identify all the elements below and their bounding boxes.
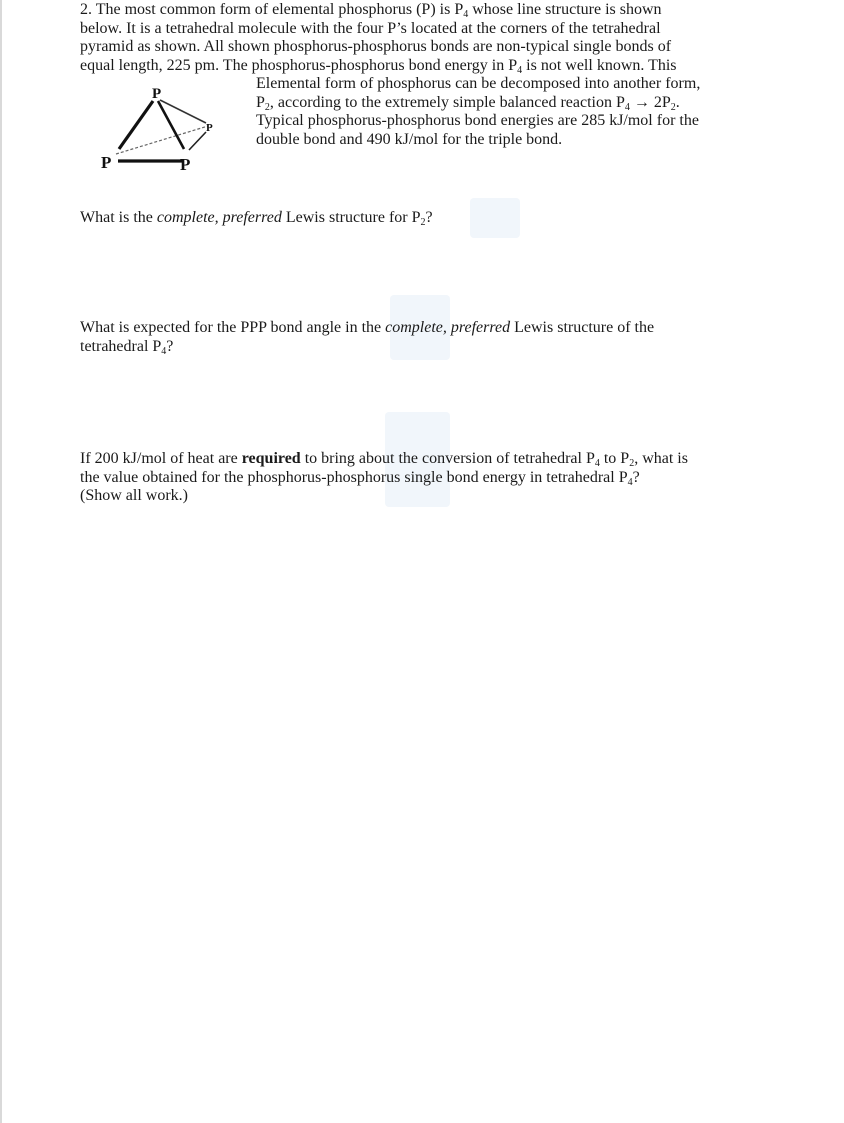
question-number: 2. (80, 1, 92, 18)
question-bond-angle-line-1: What is expected for the PPP bond angle in the complete, preferred Lewis structure of the (80, 319, 655, 336)
atom-left-label: P (101, 153, 112, 172)
intro-line-7: Typical phosphorus-phosphorus bond energies are 285 kJ/mol for the (256, 112, 699, 129)
question-lewis-p2: What is the complete, preferred Lewis structure for $P_2$? (80, 209, 433, 228)
intro-line-1: 2. The most common form of elemental phosphorus (P) is $P_4$ whose line structure is shown (80, 1, 662, 20)
question-bond-energy-line-3: (Show all work.) (80, 487, 188, 504)
scan-edge (0, 0, 2, 1123)
scan-smudge (470, 198, 520, 238)
bond-front-back (189, 132, 206, 150)
bond-top-left (119, 101, 153, 149)
intro-line-3: pyramid as shown. All shown phosphorus-phosphorus bonds are non-typical single bonds of (80, 38, 672, 55)
p4-tetrahedron-diagram (96, 82, 226, 178)
bond-top-front (158, 101, 184, 149)
atom-front-label: P (180, 155, 191, 174)
bond-left-back (116, 126, 208, 154)
intro-line-6: $P_2$, according to the extremely simple balanced reaction $P_4 \to 2P_2$. (256, 93, 680, 113)
intro-line-5: Elemental form of phosphorus can be decomposed into another form, (256, 75, 701, 92)
question-bond-energy-line-1: If 200 kJ/mol of heat are required to bring about the conversion of tetrahedral $P_4$ to $P_2$, what is (80, 450, 688, 469)
atom-right-back-label: P (206, 122, 213, 134)
intro-line-4: equal length, 225 pm. The phosphorus-phosphorus bond energy in $P_4$ is not well known. This (80, 56, 677, 76)
atom-top-label: P (152, 86, 162, 102)
intro-line-8: double bond and 490 kJ/mol for the triple bond. (256, 130, 563, 148)
question-bond-energy-line-2: the value obtained for the phosphorus-phosphorus single bond energy in tetrahedral $P_4$? (80, 468, 640, 488)
question-bond-angle-line-2: tetrahedral $P_4$? (80, 337, 174, 357)
intro-line-2: below. It is a tetrahedral molecule with the four P’s located at the corners of the tetrahedral (80, 19, 661, 37)
